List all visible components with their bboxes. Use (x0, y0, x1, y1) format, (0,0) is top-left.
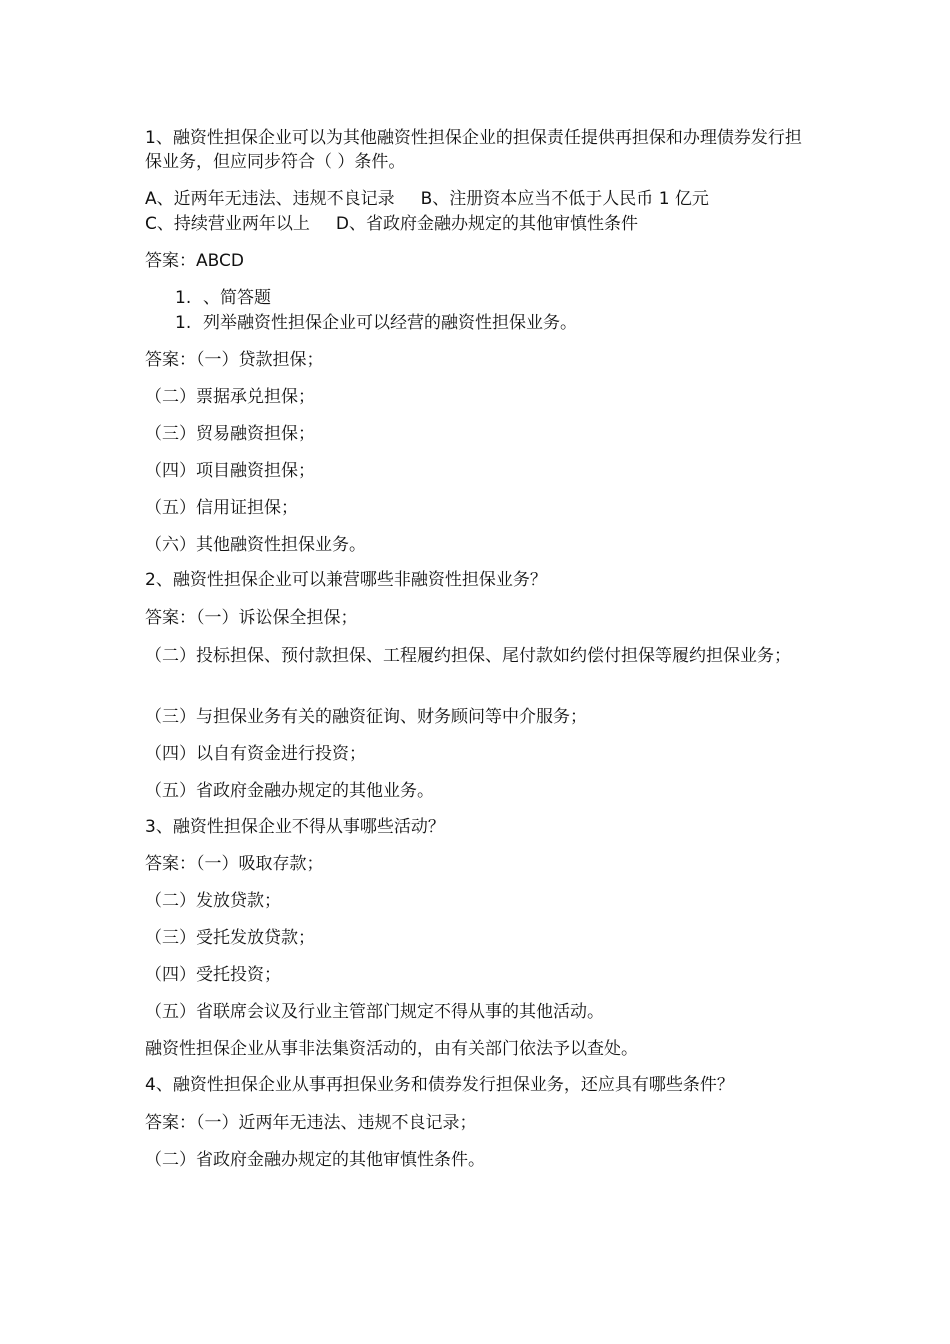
sq2-answer-line: （三）与担保业务有关的融资征询、财务顾问等中介服务； (145, 707, 587, 727)
sq3-answer-line: 融资性担保企业从事非法集资活动的，由有关部门依法予以查处。 (145, 1039, 638, 1059)
q1-option-d: D、省政府金融办规定的其他审慎性条件 (335, 214, 638, 234)
q1-answer: 答案：ABCD (145, 251, 244, 271)
sq4-answer-line: （二）省政府金融办规定的其他审慎性条件。 (145, 1150, 485, 1170)
section-heading (175, 286, 271, 310)
sq1-answer-line: （四）项目融资担保； (145, 461, 315, 481)
sq1-answer-line: （六）其他融资性担保业务。 (145, 535, 366, 555)
sq3-answer-line: （五）省联席会议及行业主管部门规定不得从事的其他活动。 (145, 1002, 604, 1022)
sq1-question-text: 列举融资性担保企业可以经营的融资性担保业务。 (203, 313, 577, 333)
section-number: 1. (175, 288, 192, 308)
q1-text: 1、融资性担保企业可以为其他融资性担保企业的担保责任提供再担保和办理债券发行担保业务，但应同步符合（ ）条件。 (145, 128, 802, 172)
q1-options-row-2 (145, 212, 638, 236)
sq3-answer-line: （三）受托发放贷款； (145, 928, 315, 948)
sq1-answer-line: （三）贸易融资担保； (145, 424, 315, 444)
q1-option-c: C、持续营业两年以上 (145, 214, 310, 234)
sq3-answer-line: （二）发放贷款； (145, 891, 281, 911)
section-title: 、简答题 (203, 288, 271, 308)
sq2-answer-line: （五）省政府金融办规定的其他业务。 (145, 781, 434, 801)
sq4-question: 4、融资性担保企业从事再担保业务和债券发行担保业务，还应具有哪些条件？ (145, 1075, 734, 1095)
sq1-number: 1. (175, 313, 192, 333)
sq2-answer-line: 答案：（一）诉讼保全担保； (145, 608, 358, 628)
sq1-answer-line: 答案：（一）贷款担保； (145, 350, 324, 370)
sq2-answer-line: （四）以自有资金进行投资； (145, 744, 366, 764)
q1-option-b: B、注册资本应当不低于人民币 1 亿元 (420, 189, 709, 209)
sq3-question: 3、融资性担保企业不得从事哪些活动？ (145, 817, 445, 837)
q1-option-a: A、近两年无违法、违规不良记录 (145, 189, 395, 209)
sq1-answer-line: （二）票据承兑担保； (145, 387, 315, 407)
sq1-question (175, 311, 577, 335)
q1-options-row-1 (145, 187, 709, 211)
sq3-answer-line: （四）受托投资； (145, 965, 281, 985)
sq1-answer-line: （五）信用证担保； (145, 498, 298, 518)
sq2-question: 2、融资性担保企业可以兼营哪些非融资性担保业务？ (145, 570, 547, 590)
sq2-answer-line: （二）投标担保、预付款担保、工程履约担保、尾付款如约偿付担保等履约担保业务； (145, 646, 791, 666)
sq4-answer-line: 答案：（一）近两年无违法、违规不良记录； (145, 1113, 477, 1133)
sq3-answer-line: 答案：（一）吸取存款； (145, 854, 324, 874)
